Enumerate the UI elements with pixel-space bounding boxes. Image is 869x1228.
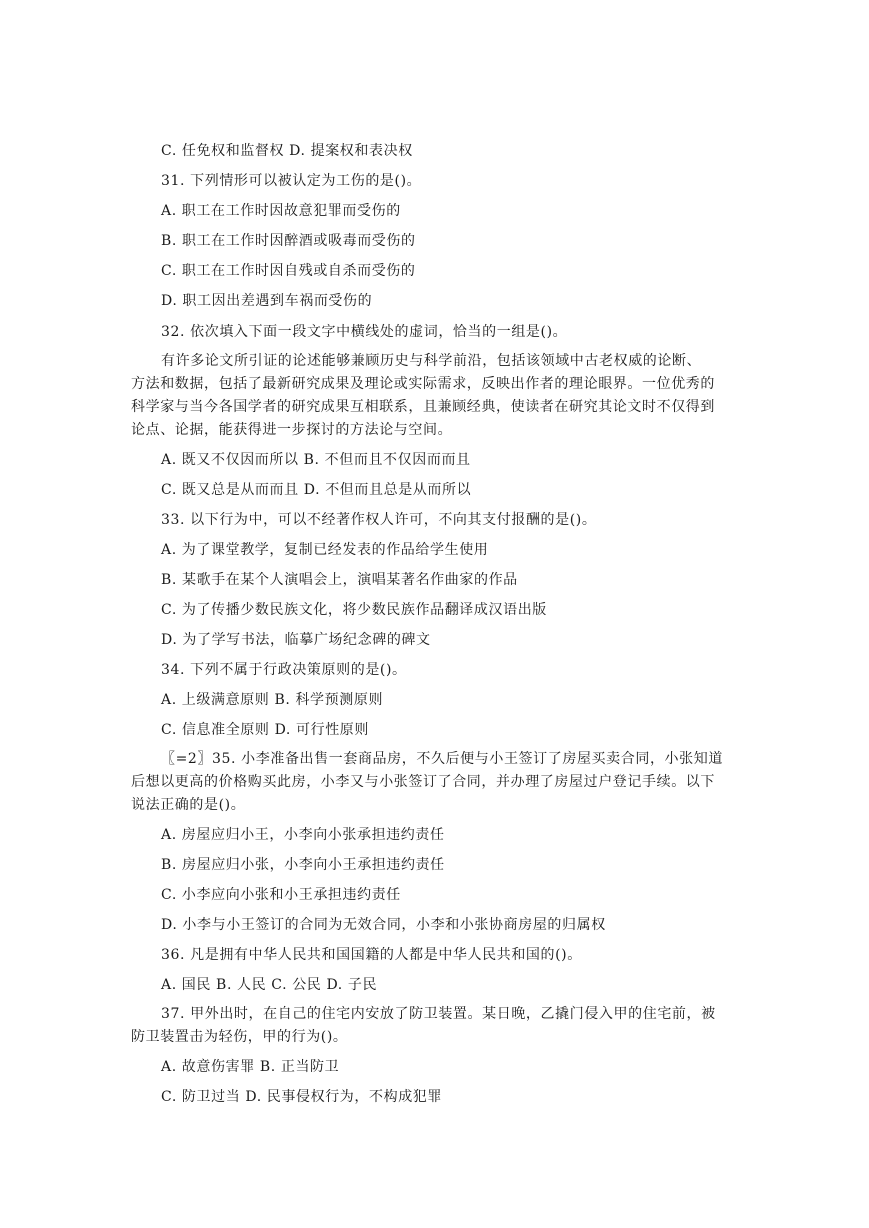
option-35-a: A. 房屋应归小王，小李向小张承担违约责任 <box>161 827 445 843</box>
passage-32-line-3: 科学家与当今各国学者的研究成果互相联系，且兼顾经典，使读者在研究其论文时不仅得到 <box>131 399 715 415</box>
question-35-line-3: 说法正确的是()。 <box>131 797 246 813</box>
question-37-line-1: 37. 甲外出时，在自己的住宅内安放了防卫装置。某日晚，乙撬门侵入甲的住宅前，被 <box>161 1006 716 1022</box>
option-line-34-ab: A. 上级满意原则 B. 科学预测原则 <box>161 692 384 708</box>
option-line-32-cd: C. 既又总是从而而且 D. 不但而且总是从而所以 <box>161 482 472 498</box>
option-line-36: A. 国民 B. 人民 C. 公民 D. 子民 <box>161 977 378 993</box>
option-35-c: C. 小李应向小张和小王承担违约责任 <box>161 887 401 903</box>
option-31-a: A. 职工在工作时因故意犯罪而受伤的 <box>161 203 401 219</box>
option-33-a: A. 为了课堂教学，复制已经发表的作品给学生使用 <box>161 542 489 558</box>
question-37-line-2: 防卫装置击为轻伤，甲的行为()。 <box>131 1029 348 1045</box>
option-line-32-ab: A. 既又不仅因而所以 B. 不但而且不仅因而而且 <box>161 452 471 468</box>
passage-32-line-1: 有许多论文所引证的论述能够兼顾历史与科学前沿，包括该领域中古老权威的论断、 <box>161 353 702 369</box>
option-35-b: B. 房屋应归小张，小李向小王承担违约责任 <box>161 857 445 873</box>
option-line-34-cd: C. 信息准全原则 D. 可行性原则 <box>161 722 369 738</box>
option-line-37-ab: A. 故意伤害罪 B. 正当防卫 <box>161 1059 340 1075</box>
question-35-line-2: 后想以更高的价格购买此房，小李又与小张签订了合同，并办理了房屋过户登记手续。以下 <box>131 774 715 790</box>
question-35-line-1: 〖=2〗35. 小李准备出售一套商品房，不久后便与小王签订了房屋买卖合同，小张知道 <box>161 751 723 767</box>
option-31-b: B. 职工在工作时因醉酒或吸毒而受伤的 <box>161 233 416 249</box>
option-line-37-cd: C. 防卫过当 D. 民事侵权行为，不构成犯罪 <box>161 1089 442 1105</box>
option-line-30-cd: C. 任免权和监督权 D. 提案权和表决权 <box>161 143 413 159</box>
question-32: 32. 依次填入下面一段文字中横线处的虚词，恰当的一组是()。 <box>161 324 568 340</box>
option-33-d: D. 为了学写书法，临摹广场纪念碑的碑文 <box>161 632 431 648</box>
question-33: 33. 以下行为中，可以不经著作权人许可，不向其支付报酬的是()。 <box>161 512 597 528</box>
option-31-d: D. 职工因出差遇到车祸而受伤的 <box>161 293 373 309</box>
option-35-d: D. 小李与小王签订的合同为无效合同，小李和小张协商房屋的归属权 <box>161 917 606 933</box>
passage-32-line-2: 方法和数据，包括了最新研究成果及理论或实际需求，反映出作者的理论眼界。一位优秀的 <box>131 376 715 392</box>
option-33-c: C. 为了传播少数民族文化，将少数民族作品翻译成汉语出版 <box>161 602 547 618</box>
option-31-c: C. 职工在工作时因自残或自杀而受伤的 <box>161 263 416 279</box>
question-36: 36. 凡是拥有中华人民共和国国籍的人都是中华人民共和国的()。 <box>161 947 582 963</box>
option-33-b: B. 某歌手在某个人演唱会上，演唱某著名作曲家的作品 <box>161 572 518 588</box>
question-34: 34. 下列不属于行政决策原则的是()。 <box>161 662 407 678</box>
question-31: 31. 下列情形可以被认定为工伤的是()。 <box>161 173 422 189</box>
passage-32-line-4: 论点、论据，能获得进一步探讨的方法论与空间。 <box>131 422 453 438</box>
